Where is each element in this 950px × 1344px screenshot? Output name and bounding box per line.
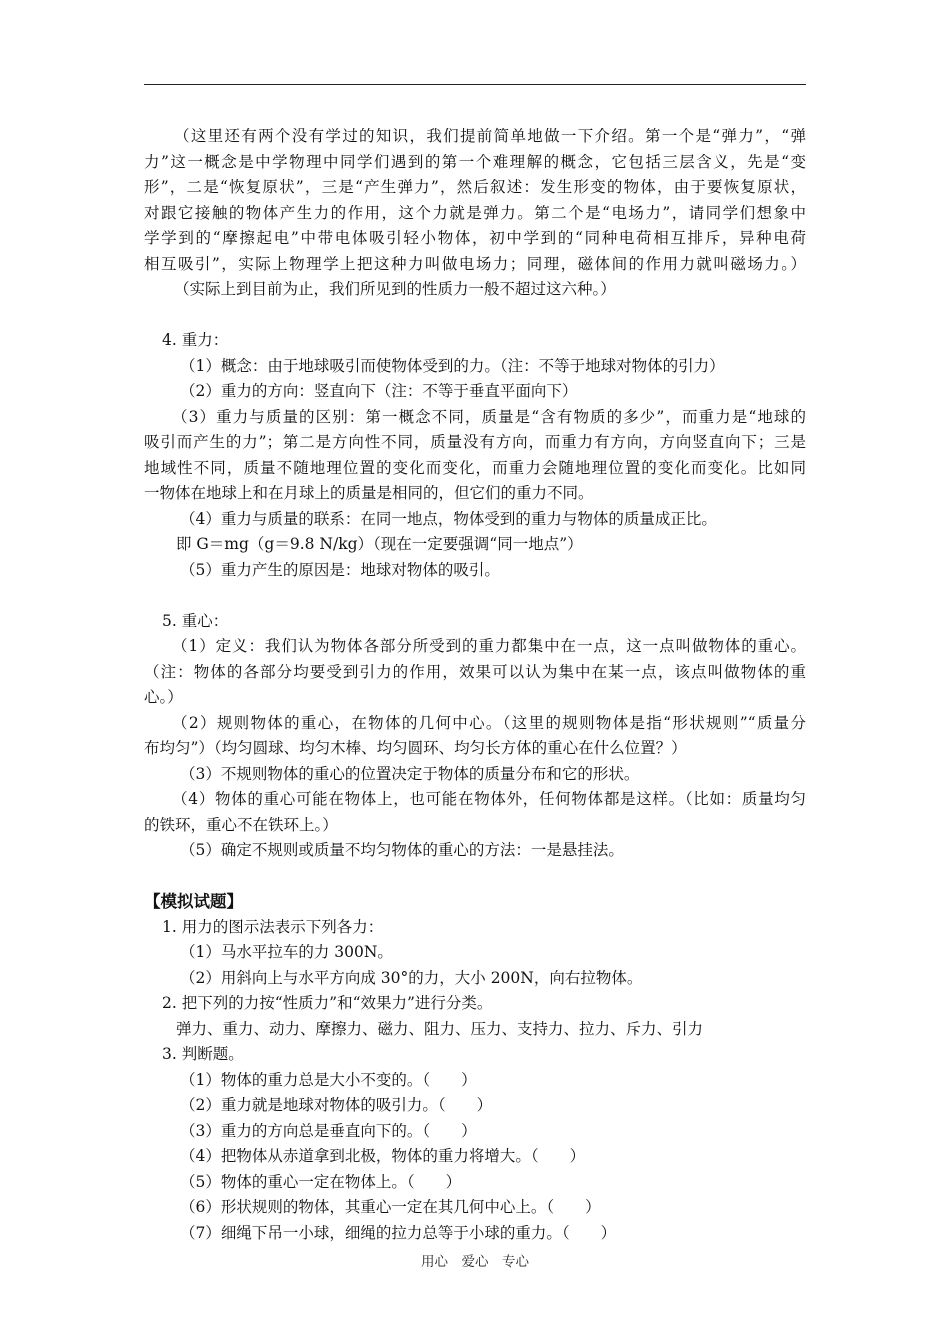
gravity-section [144,328,806,583]
text-line: 相互吸引”，实际上物理学上把这种力叫做电场力；同理，磁体间的作用力就叫磁场力。） [144,254,806,273]
text-line: 一物体在地球上和在月球上的质量是相同的，但它们的重力不同。 [144,484,594,502]
text-line: 力”这一概念是中学物理中同学们遇到的第一个难理解的概念，它包括三层含义，先是“变 [144,152,806,171]
judgement-item: （1）物体的重力总是大小不变的。（ ） [180,1070,477,1089]
page-footer: 用心 爱心 专心 [421,1254,529,1270]
section-title: 4. 重力： [162,331,229,349]
center-of-gravity-section [144,609,806,864]
text-line: （4）物体的重心可能在物体上，也可能在物体外，任何物体都是这样。（比如：质量均匀 [172,790,806,808]
gravity-item-1: （1）概念：由于地球吸引而使物体受到的力。（注：不等于地球对物体的引力） [180,356,725,375]
intro-paragraph [144,124,806,277]
text-line: （3）重力与质量的区别：第一概念不同，质量是“含有物质的多少”，而重力是“地球的 [172,407,806,426]
text-line: （2）规则物体的重心，在物体的几何中心。（这里的规则物体是指“形状规则”“质量分 [172,713,806,732]
text-line: （这里还有两个没有学过的知识，我们提前简单地做一下介绍。第一个是“弹力”，“弹 [174,127,806,145]
text-line: 形”，二是“恢复原状”，三是“产生弹力”，然后叙述：发生形变的物体，由于要恢复原状， [144,178,806,196]
gravity-item-2: （2）重力的方向：竖直向下（注：不等于垂直平面向下） [180,382,578,400]
page-content [144,124,806,1246]
text-line: 吸引而产生的力”；第二是方向性不同，质量没有方向，而重力有方向，方向竖直向下；三是 [144,433,806,451]
judgement-item: （4）把物体从赤道拿到北极，物体的重力将增大。（ ） [180,1147,586,1165]
header-rule [144,84,806,85]
text-line: 布均匀”）（均匀圆球、均匀木棒、均匀圆环、均匀长方体的重心在什么位置？） [144,739,687,757]
judgement-item: （7）细绳下吊一小球，细绳的拉力总等于小球的重力。（ ） [180,1223,617,1242]
exam-heading: 【模拟试题】 [144,892,243,911]
question-1: 1. 用力的图示法表示下列各力： [162,917,384,936]
question-1-item: （1）马水平拉车的力 300N。 [180,943,393,961]
question-1-item: （2）用斜向上与水平方向成 30°的力，大小 200N，向右拉物体。 [180,968,643,987]
text-line: 学学到的“摩擦起电”中带电体吸引轻小物体，初中学到的“同种电荷相互排斥，异种电荷 [144,229,806,247]
judgement-item: （2）重力就是地球对物体的吸引力。（ ） [180,1096,493,1114]
text-line: 的铁环，重心不在铁环上。） [144,815,338,834]
question-3: 3. 判断题。 [162,1045,244,1063]
text-line: 地域性不同，质量不随地理位置的变化而变化，而重力会随地理位置的变化而变化。比如同 [144,458,806,477]
center-item-3: （3）不规则物体的重心的位置决定于物体的质量分布和它的形状。 [180,764,640,783]
judgement-item: （6）形状规则的物体，其重心一定在其几何中心上。（ ） [180,1198,601,1216]
gravity-formula: 即 G＝mg（g＝9.8 N/kg）（现在一定要强调“同一地点”） [176,535,583,553]
force-list: 弹力、重力、动力、摩擦力、磁力、阻力、压力、支持力、拉力、斥力、引力 [176,1019,704,1038]
text-line: 心。） [144,688,183,706]
judgement-item: （5）物体的重心一定在物体上。（ ） [180,1172,462,1191]
section-title: 5. 重心： [162,611,229,630]
judgement-item: （3）重力的方向总是垂直向下的。（ ） [180,1121,477,1140]
center-item-5: （5）确定不规则或质量不均匀物体的重心的方法：一是悬挂法。 [180,841,624,859]
question-2: 2. 把下列的力按“性质力”和“效果力”进行分类。 [162,994,493,1012]
gravity-item-4: （4）重力与质量的联系：在同一地点，物体受到的重力与物体的质量成正比。 [180,509,717,528]
gravity-item-5: （5）重力产生的原因是：地球对物体的吸引。 [180,560,500,579]
exam-section [144,889,806,1246]
note-paragraph: （实际上到目前为止，我们所见到的性质力一般不超过这六种。） [174,280,616,298]
text-line: （1）定义：我们认为物体各部分所受到的重力都集中在一点，这一点叫做物体的重心。 [172,637,806,655]
text-line: （注：物体的各部分均要受到引力的作用，效果可以认为集中在某一点，该点叫做物体的重 [144,662,806,681]
text-line: 对跟它接触的物体产生力的作用，这个力就是弹力。第二个是“电场力”，请同学们想象中 [144,203,806,222]
